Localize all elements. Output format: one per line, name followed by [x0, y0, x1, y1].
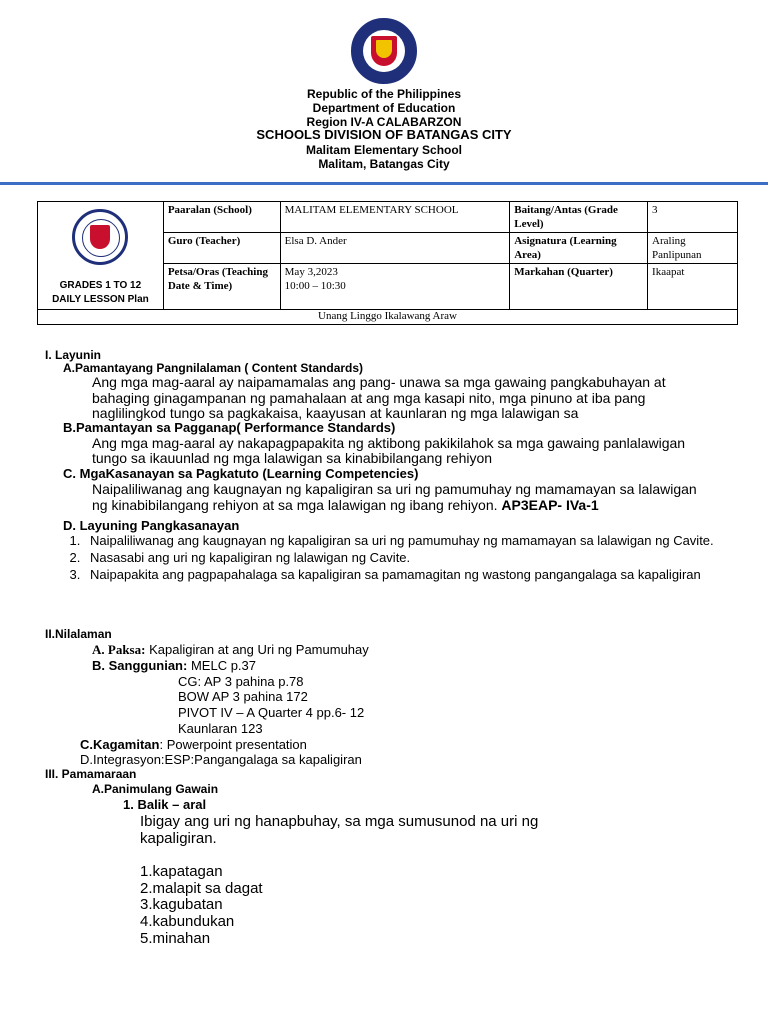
kagamitan-value: : Powerpoint presentation	[159, 737, 307, 752]
objective-item: 3. Naipapakita ang pagpapahalaga sa kapaligiran sa pamamagitan ng wastong pangangalaga sa kapaligiran	[84, 567, 744, 583]
integrasyon-line: D.Integrasyon:ESP:Pangangalaga sa kapaligiran	[80, 752, 362, 767]
teacher-value: Elsa D. Ander	[280, 233, 510, 264]
kagamitan-line	[80, 737, 307, 753]
learning-area-value: Araling Panlipunan	[648, 233, 738, 264]
objective-item: 1. Naipaliliwanag ang kaugnayan ng kapaligiran sa uri ng pamumuhay ng mamamayan sa lalawigan ng Cavite.	[84, 533, 744, 549]
section3-heading: III. Pamamaraan	[45, 767, 137, 781]
quarter-label: Markahan (Quarter)	[510, 264, 648, 310]
grade-label: Baitang/Antas (Grade Level)	[510, 202, 648, 233]
sanggunian-label: B. Sanggunian:	[92, 658, 188, 673]
performance-standards-line1: Ang mga mag-aaral ay nakapagpapakita ng aktibong pakikilahok sa mga gawaing panlalawigan	[92, 435, 686, 451]
balik-aral-instruction-line2: kapaligiran.	[140, 830, 217, 847]
header-department: Department of Education	[312, 101, 456, 115]
balik-aral-item: 3.kagubatan	[140, 896, 223, 913]
paksa-label: A. Paksa:	[92, 642, 146, 657]
school-value: MALITAM ELEMENTARY SCHOOL	[280, 202, 510, 233]
learning-area-label: Asignatura (Learning Area)	[510, 233, 648, 264]
competencies-line1: Naipaliliwanag ang kaugnayan ng kapaligiran sa uri ng pamumuhay ng mamamayan sa lalawigan	[92, 481, 697, 497]
performance-standards-line2: tungo sa ikauunlad ng mga lalawigan sa kinabibilangang rehiyon	[92, 450, 493, 466]
sanggunian-value: MELC p.37	[190, 658, 257, 673]
competencies-heading: C. MgaKasanayan sa Pagkatuto (Learning Competencies)	[63, 466, 419, 481]
reference-item: PIVOT IV – A Quarter 4 pp.6- 12	[178, 705, 365, 720]
header-division: SCHOOLS DIVISION OF BATANGAS CITY	[256, 127, 512, 142]
paksa-value: Kapaligiran at ang Uri ng Pamumuhay	[149, 642, 369, 657]
plan-title-line2: DAILY LESSON Plan	[52, 294, 149, 305]
date-value-time: 10:00 – 10:30	[284, 280, 346, 292]
header-divider	[0, 182, 768, 185]
deped-small-seal-logo	[72, 209, 128, 265]
plan-title-cell	[38, 202, 164, 310]
school-label: Paaralan (School)	[163, 202, 280, 233]
kagamitan-label: C.Kagamitan	[80, 737, 160, 752]
paksa-line	[92, 642, 369, 658]
balik-aral-instruction-line1: Ibigay ang uri ng hanapbuhay, sa mga sumusunod na uri ng	[140, 813, 539, 830]
header-school: Malitam Elementary School	[305, 143, 463, 157]
header-republic: Republic of the Philippines	[306, 87, 461, 101]
date-value	[280, 264, 510, 310]
date-label: Petsa/Oras (Teaching Date & Time)	[163, 264, 280, 310]
skills-objectives-heading: D. Layuning Pangkasanayan	[63, 518, 240, 533]
panimulang-gawain-heading: A.Panimulang Gawain	[92, 782, 219, 796]
section1-heading: I. Layunin	[45, 348, 102, 362]
skills-objectives-list	[62, 533, 744, 583]
competencies-line2-text: ng kinabibilangang rehiyon at sa mga lalawigan ng ibang rehiyon.	[92, 497, 498, 513]
reference-item: BOW AP 3 pahina 172	[178, 689, 308, 704]
reference-item: Kaunlaran 123	[178, 721, 263, 736]
content-standards-heading: A.Pamantayang Pangnilalaman ( Content Standards)	[63, 361, 364, 375]
competencies-line2	[92, 497, 599, 514]
grade-value: 3	[648, 202, 738, 233]
balik-aral-item: 2.malapit sa dagat	[140, 880, 263, 897]
reference-item: CG: AP 3 pahina p.78	[178, 674, 304, 689]
week-day-row: Unang Linggo Ikalawang Araw	[38, 310, 738, 325]
competency-code: AP3EAP- IVa-1	[501, 497, 599, 513]
content-standards-line3: naglilingkod tungo sa pagkakaisa, kaayusan at kaunlaran ng mga lalawigan sa	[92, 405, 579, 421]
sanggunian-line	[92, 658, 256, 674]
teacher-label: Guro (Teacher)	[163, 233, 280, 264]
date-value-day: May 3,2023	[284, 266, 338, 278]
section2-heading: II.Nilalaman	[45, 627, 112, 641]
quarter-value: Ikaapat	[648, 264, 738, 310]
header-region: Region IV-A CALABARZON	[306, 115, 462, 129]
lesson-info-table	[37, 201, 738, 325]
balik-aral-item: 4.kabundukan	[140, 913, 235, 930]
balik-aral-heading: 1. Balik – aral	[123, 797, 207, 812]
deped-seal-logo	[351, 18, 417, 84]
content-standards-line2: bahaging ginagampanan ng pamahalaan at ang mga kasapi nito, mga pinuno at iba pang	[92, 390, 646, 406]
plan-title-line1: GRADES 1 TO 12	[59, 280, 142, 291]
balik-aral-item: 5.minahan	[140, 930, 211, 947]
performance-standards-heading: B.Pamantayan sa Pagganap( Performance Standards)	[63, 420, 396, 435]
content-standards-line1: Ang mga mag-aaral ay naipamamalas ang pang- unawa sa mga gawaing pangkabuhayan at	[92, 374, 666, 390]
header-address: Malitam, Batangas City	[318, 157, 450, 171]
balik-aral-item: 1.kapatagan	[140, 863, 223, 880]
objective-item: 2. Nasasabi ang uri ng kapaligiran ng lalawigan ng Cavite.	[84, 550, 744, 566]
